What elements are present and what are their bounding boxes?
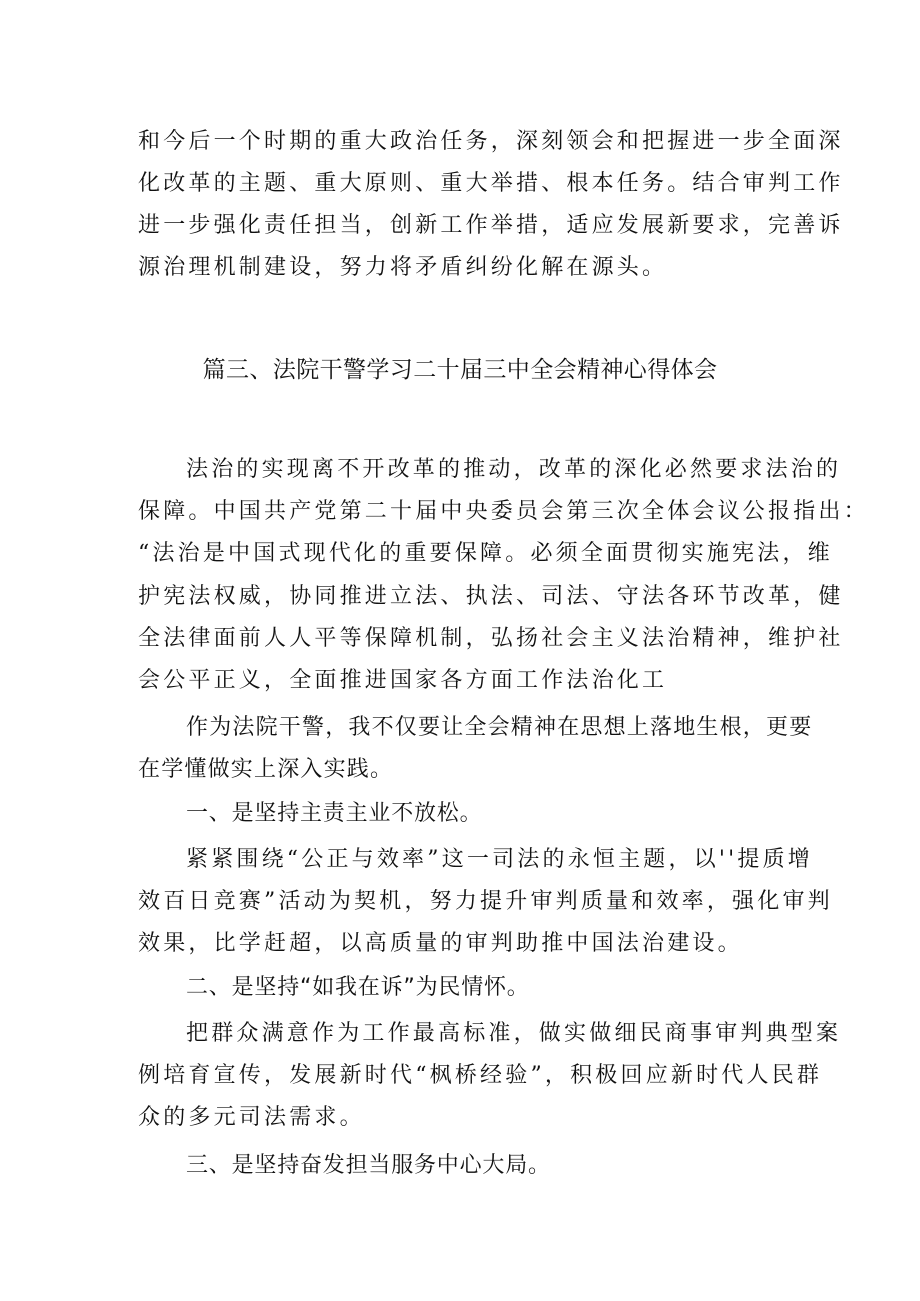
paragraph-line: 众的多元司法需求。 (138, 1105, 365, 1130)
paragraph-line: 和今后一个时期的重大政治任务，深刻领会和把握进一步全面深 (138, 129, 844, 154)
point-heading: 二、是坚持“如我在诉”为民情怀。 (186, 975, 530, 1000)
point-heading: 三、是坚持奋发担当服务中心大局。 (186, 1153, 551, 1178)
paragraph-line: 护宪法权威，协同推进立法、执法、司法、守法各环节改革，健 (138, 584, 844, 609)
paragraph-line: 作为法院干警，我不仅要让全会精神在思想上落地生根，更要 (186, 715, 813, 740)
paragraph-line: “法治是中国式现代化的重要保障。必须全面贯彻实施宪法，维 (138, 541, 833, 566)
paragraph-line: 效果，比学赶超，以高质量的审判助推中国法治建设。 (138, 931, 743, 956)
section-title: 篇三、法院干警学习二十届三中全会精神心得体会 (202, 357, 718, 383)
paragraph-line: 会公平正义，全面推进国家各方面工作法治化工 (138, 668, 668, 693)
paragraph-line: 保障。中国共产党第二十届中央委员会第三次全体会议公报指出： (138, 499, 869, 524)
paragraph-line: 法治的实现离不开改革的推动，改革的深化必然要求法治的 (186, 457, 842, 482)
paragraph-line: 把群众满意作为工作最高标准，做实做细民商事审判典型案 (186, 1021, 842, 1046)
paragraph-line: 全法律面前人人平等保障机制，弘扬社会主义法治精神，维护社 (138, 626, 844, 651)
paragraph-line: 紧紧围绕“公正与效率”这一司法的永恒主题，以''提质增 (186, 847, 813, 872)
paragraph-line: 效百日竞赛”活动为契机，努力提升审判质量和效率，强化审判 (138, 889, 833, 914)
paragraph-line: 化改革的主题、重大原则、重大举措、根本任务。结合审判工作 (138, 171, 844, 196)
paragraph-line: 例培育宣传，发展新时代“枫桥经验”，积极回应新时代人民群 (138, 1063, 823, 1088)
paragraph-line: 源治理机制建设，努力将矛盾纠纷化解在源头。 (138, 255, 668, 280)
paragraph-line: 在学懂做实上深入实践。 (138, 757, 394, 782)
paragraph-line: 进一步强化责任担当，创新工作举措，适应发展新要求，完善诉 (138, 213, 844, 238)
point-heading: 一、是坚持主责主业不放松。 (186, 801, 483, 826)
